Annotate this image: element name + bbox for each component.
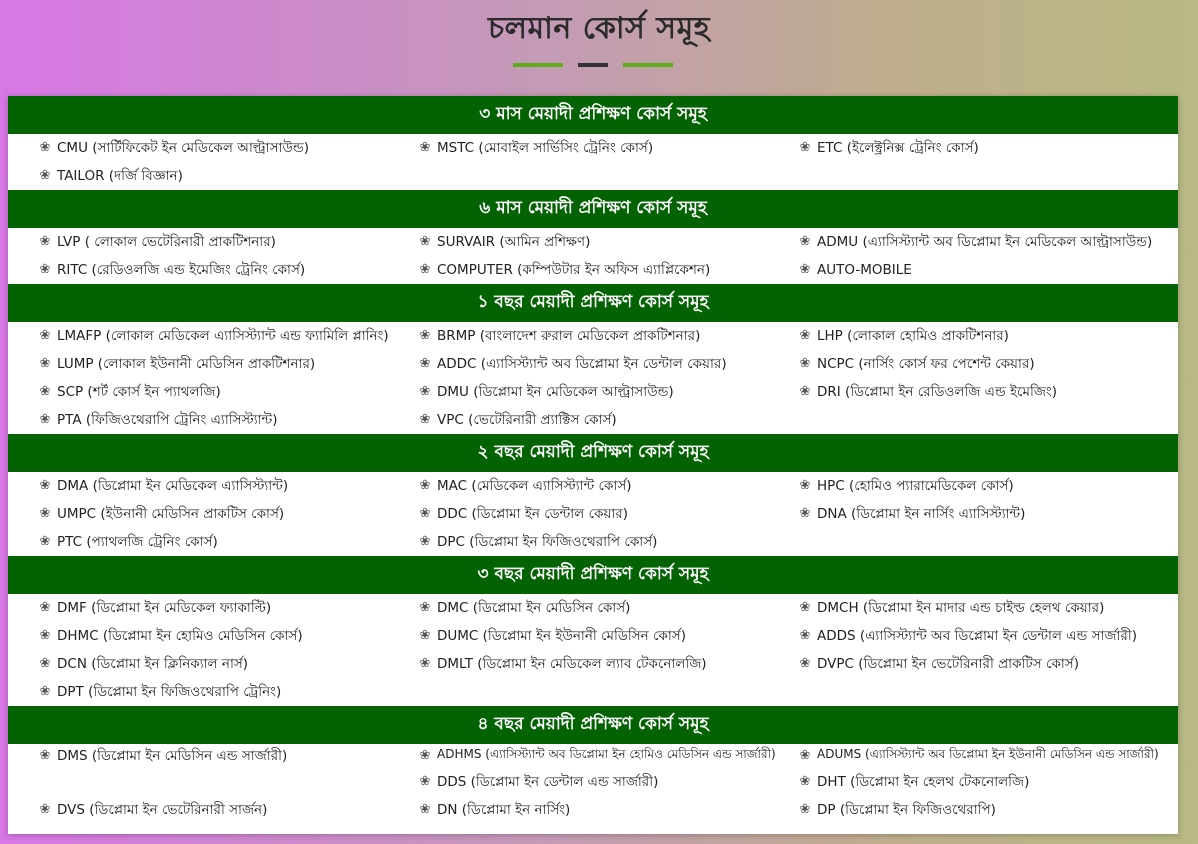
course-label: DPT (ডিপ্লোমা ইন ফিজিওথেরাপি ট্রেনিং) [57,683,282,700]
course-item[interactable] [798,350,1035,378]
course-label: DMU (ডিপ্লোমা ইন মেডিকেল আল্ট্রাসাউন্ড) [437,383,674,400]
course-row [8,744,1178,768]
course-label: ADUMS (এ্যাসিস্ট্যান্ট অব ডিপ্লোমা ইন ইউনানী মেডিসিন এন্ড সার্জারী) [817,747,1159,761]
course-label: SURVAIR (আমিন প্রশিক্ষণ) [437,233,591,250]
course-grid [8,228,1178,284]
flower-bullet-icon: ❀ [39,384,51,399]
course-item[interactable] [418,256,710,284]
course-label: RITC (রেডিওলজি এন্ড ইমেজিং ট্রেনিং কোর্স) [57,261,306,278]
course-row [8,622,1178,650]
course-item[interactable] [38,256,305,284]
course-row [8,796,1178,824]
course-item[interactable] [418,500,628,528]
course-item[interactable] [38,134,309,162]
flower-bullet-icon: ❀ [39,656,51,671]
course-item[interactable] [798,472,1014,500]
flower-bullet-icon: ❀ [39,262,51,277]
course-item[interactable] [38,322,389,350]
course-label: ADMU (এ্যাসিস্ট্যান্ট অব ডিপ্লোমা ইন মেডিকেল আল্ট্রাসাউন্ড) [817,233,1153,250]
course-item[interactable] [798,500,1025,528]
section-header: ১ বছর মেয়াদী প্রশিক্ষণ কোর্স সমূহ [8,284,1178,322]
course-item[interactable] [38,622,303,650]
course-item[interactable] [798,650,1079,678]
course-item[interactable] [418,406,617,434]
course-label: COMPUTER (কম্পিউটার ইন অফিস এ্যাপ্লিকেশন) [437,261,711,278]
flower-bullet-icon: ❀ [39,628,51,643]
flower-bullet-icon: ❀ [419,656,431,671]
course-label: HPC (হোমিও প্যারামেডিকেল কোর্স) [817,477,1014,494]
course-item[interactable] [38,678,281,706]
course-label: DHMC (ডিপ্লোমা ইন হোমিও মেডিসিন কোর্স) [57,627,303,644]
course-item[interactable] [38,744,287,768]
flower-bullet-icon: ❀ [39,506,51,521]
course-label: DNA (ডিপ্লোমা ইন নার্সিং এ্যাসিস্ট্যান্ট) [817,505,1026,522]
flower-bullet-icon: ❀ [39,478,51,493]
course-item[interactable] [418,350,727,378]
flower-bullet-icon: ❀ [799,600,811,615]
course-item[interactable] [38,378,221,406]
flower-bullet-icon: ❀ [419,774,431,789]
course-label: MAC (মেডিকেল এ্যাসিস্ট্যান্ট কোর্স) [437,477,632,494]
course-label: MSTC (মোবাইল সার্ভিসিং ট্রেনিং কোর্স) [437,139,654,156]
flower-bullet-icon: ❀ [419,356,431,371]
course-grid [8,594,1178,706]
course-item[interactable] [798,322,1009,350]
course-label: DMS (ডিপ্লোমা ইন মেডিসিন এন্ড সার্জারী) [57,747,288,764]
flower-bullet-icon: ❀ [799,628,811,643]
course-label: CMU (সার্টিফিকেট ইন মেডিকেল আল্ট্রাসাউন্ড) [57,139,309,156]
flower-bullet-icon: ❀ [799,356,811,371]
course-row [8,650,1178,678]
course-label: DPC (ডিপ্লোমা ইন ফিজিওথেরাপি কোর্স) [437,533,658,550]
course-item[interactable] [418,796,570,824]
flower-bullet-icon: ❀ [39,802,51,817]
course-row [8,768,1178,796]
flower-bullet-icon: ❀ [419,328,431,343]
flower-bullet-icon: ❀ [799,384,811,399]
course-grid [8,322,1178,434]
flower-bullet-icon: ❀ [799,506,811,521]
flower-bullet-icon: ❀ [799,262,811,277]
course-label: PTC (প্যাথলজি ট্রেনিং কোর্স) [57,533,218,550]
course-label: DDS (ডিপ্লোমা ইন ডেন্টাল এন্ড সার্জারী) [437,773,659,790]
course-item[interactable] [418,594,630,622]
flower-bullet-icon: ❀ [39,356,51,371]
flower-bullet-icon: ❀ [419,384,431,399]
course-row [8,406,1178,434]
flower-bullet-icon: ❀ [39,534,51,549]
section-header: ৩ মাস মেয়াদী প্রশিক্ষণ কোর্স সমূহ [8,96,1178,134]
title-divider [513,63,673,67]
course-label: DMA (ডিপ্লোমা ইন মেডিকেল এ্যাসিস্ট্যান্ট) [57,477,289,494]
divider-segment-green [623,63,673,67]
course-item[interactable] [798,744,1159,768]
course-label: LVP ( লোকাল ভেটেরিনারী প্রাকটিশনার) [57,233,276,250]
flower-bullet-icon: ❀ [39,140,51,155]
course-item[interactable] [38,472,288,500]
flower-bullet-icon: ❀ [419,748,431,763]
flower-bullet-icon: ❀ [419,140,431,155]
course-label: SCP (শর্ট কোর্স ইন প্যাথলজি) [57,383,221,400]
course-label: NCPC (নার্সিং কোর্স ফর পেশেন্ট কেয়ার) [817,355,1035,372]
course-label: DMLT (ডিপ্লোমা ইন মেডিকেল ল্যাব টেকনোলজি) [437,655,707,672]
flower-bullet-icon: ❀ [419,506,431,521]
course-item[interactable] [798,134,979,162]
section-header: ৪ বছর মেয়াদী প্রশিক্ষণ কোর্স সমূহ [8,706,1178,744]
course-row [8,472,1178,500]
course-item[interactable] [798,594,1104,622]
course-item[interactable] [798,622,1137,650]
course-item[interactable] [418,228,590,256]
section-header: ২ বছর মেয়াদী প্রশিক্ষণ কোর্স সমূহ [8,434,1178,472]
course-label: PTA (ফিজিওথেরাপি ট্রেনিং এ্যাসিস্ট্যান্ট) [57,411,278,428]
course-label: ADDS (এ্যাসিস্ট্যান্ট অব ডিপ্লোমা ইন ডেন্টাল এন্ড সার্জারী) [817,627,1137,644]
course-item[interactable] [418,744,776,768]
flower-bullet-icon: ❀ [39,412,51,427]
flower-bullet-icon: ❀ [799,802,811,817]
flower-bullet-icon: ❀ [39,684,51,699]
course-row [8,678,1178,706]
course-row [8,162,1178,190]
course-grid [8,134,1178,190]
course-row [8,256,1178,284]
course-row [8,322,1178,350]
course-label: TAILOR (দর্জি বিজ্ঞান) [57,167,183,184]
course-label: UMPC (ইউনানী মেডিসিন প্রাকটিস কোর্স) [57,505,285,522]
flower-bullet-icon: ❀ [419,478,431,493]
course-label: DCN (ডিপ্লোমা ইন ক্লিনিক্যাল নার্স) [57,655,249,672]
course-item[interactable] [418,378,674,406]
course-item[interactable] [38,650,248,678]
course-label: ADDC (এ্যাসিস্ট্যান্ট অব ডিপ্লোমা ইন ডেন্টাল কেয়ার) [437,355,727,372]
course-item[interactable] [418,768,658,796]
course-label: DDC (ডিপ্লোমা ইন ডেন্টাল কেয়ার) [437,505,628,522]
course-label: AUTO-MOBILE [817,262,912,278]
course-row [8,594,1178,622]
course-grid [8,472,1178,556]
course-label: DUMC (ডিপ্লোমা ইন ইউনানী মেডিসিন কোর্স) [437,627,686,644]
course-item[interactable] [38,228,276,256]
flower-bullet-icon: ❀ [419,802,431,817]
section-header: ৩ বছর মেয়াদী প্রশিক্ষণ কোর্স সমূহ [8,556,1178,594]
course-label: DVPC (ডিপ্লোমা ইন ভেটেরিনারী প্রাকটিস কোর্স) [817,655,1079,672]
course-item[interactable] [38,500,284,528]
flower-bullet-icon: ❀ [419,600,431,615]
course-label: DRI (ডিপ্লোমা ইন রেডিওলজি এন্ড ইমেজিং) [817,383,1057,400]
course-item[interactable] [418,134,653,162]
flower-bullet-icon: ❀ [419,262,431,277]
course-label: LHP (লোকাল হোমিও প্রাকটিশনার) [817,327,1009,344]
course-label: DP (ডিপ্লোমা ইন ফিজিওথেরাপি) [817,801,996,818]
course-item[interactable] [38,350,315,378]
flower-bullet-icon: ❀ [39,234,51,249]
course-item[interactable] [418,622,686,650]
course-item[interactable] [38,528,218,556]
flower-bullet-icon: ❀ [799,656,811,671]
divider-segment-green [513,63,563,67]
course-item[interactable] [38,406,278,434]
course-item[interactable] [798,256,912,284]
flower-bullet-icon: ❀ [799,328,811,343]
course-item[interactable] [418,528,657,556]
flower-bullet-icon: ❀ [799,478,811,493]
flower-bullet-icon: ❀ [39,328,51,343]
course-label: DMCH (ডিপ্লোমা ইন মাদার এন্ড চাইল্ড হেলথ কেয়ার) [817,599,1105,616]
course-row [8,378,1178,406]
course-label: DVS (ডিপ্লোমা ইন ভেটেরিনারী সার্জন) [57,801,268,818]
flower-bullet-icon: ❀ [799,140,811,155]
course-item[interactable] [38,162,183,190]
course-item[interactable] [38,796,267,824]
course-item[interactable] [38,594,271,622]
course-label: LMAFP (লোকাল মেডিকেল এ্যাসিস্ট্যান্ট এন্ড ফ্যামিলি প্লানিং) [57,327,389,344]
flower-bullet-icon: ❀ [799,774,811,789]
flower-bullet-icon: ❀ [419,412,431,427]
course-grid [8,744,1178,824]
flower-bullet-icon: ❀ [39,600,51,615]
course-row [8,228,1178,256]
flower-bullet-icon: ❀ [39,168,51,183]
course-row [8,134,1178,162]
page-title: চলমান কোর্স সমূহ [487,11,711,46]
flower-bullet-icon: ❀ [799,234,811,249]
course-item[interactable] [418,650,707,678]
course-item[interactable] [798,768,1029,796]
course-label: DHT (ডিপ্লোমা ইন হেলথ টেকনোলজি) [817,773,1030,790]
course-label: ETC (ইলেক্ট্রনিক্স ট্রেনিং কোর্স) [817,139,979,156]
flower-bullet-icon: ❀ [799,748,811,763]
course-label: VPC (ভেটেরিনারী প্র্যাক্টিস কোর্স) [437,411,617,428]
flower-bullet-icon: ❀ [419,534,431,549]
course-item[interactable] [418,472,632,500]
flower-bullet-icon: ❀ [419,628,431,643]
course-label: LUMP (লোকাল ইউনানী মেডিসিন প্রাকটিশনার) [57,355,316,372]
course-label: DMC (ডিপ্লোমা ইন মেডিসিন কোর্স) [437,599,631,616]
course-label: DMF (ডিপ্লোমা ইন মেডিকেল ফ্যাকাল্টি) [57,599,272,616]
course-item[interactable] [798,378,1057,406]
course-label: BRMP (বাংলাদেশ রুরাল মেডিকেল প্রাকটিশনার) [437,327,701,344]
course-item[interactable] [798,228,1152,256]
course-row [8,528,1178,556]
course-row [8,500,1178,528]
course-row [8,350,1178,378]
course-label: ADHMS (এ্যাসিস্ট্যান্ট অব ডিপ্লোমা ইন হোমিও মেডিসিন এন্ড সার্জারী) [437,747,776,761]
course-item[interactable] [418,322,700,350]
courses-panel [8,96,1178,834]
flower-bullet-icon: ❀ [39,748,51,763]
course-label: DN (ডিপ্লোমা ইন নার্সিং) [437,801,571,818]
divider-segment-dark [578,63,608,67]
flower-bullet-icon: ❀ [419,234,431,249]
section-header: ৬ মাস মেয়াদী প্রশিক্ষণ কোর্স সমূহ [8,190,1178,228]
course-item[interactable] [798,796,996,824]
